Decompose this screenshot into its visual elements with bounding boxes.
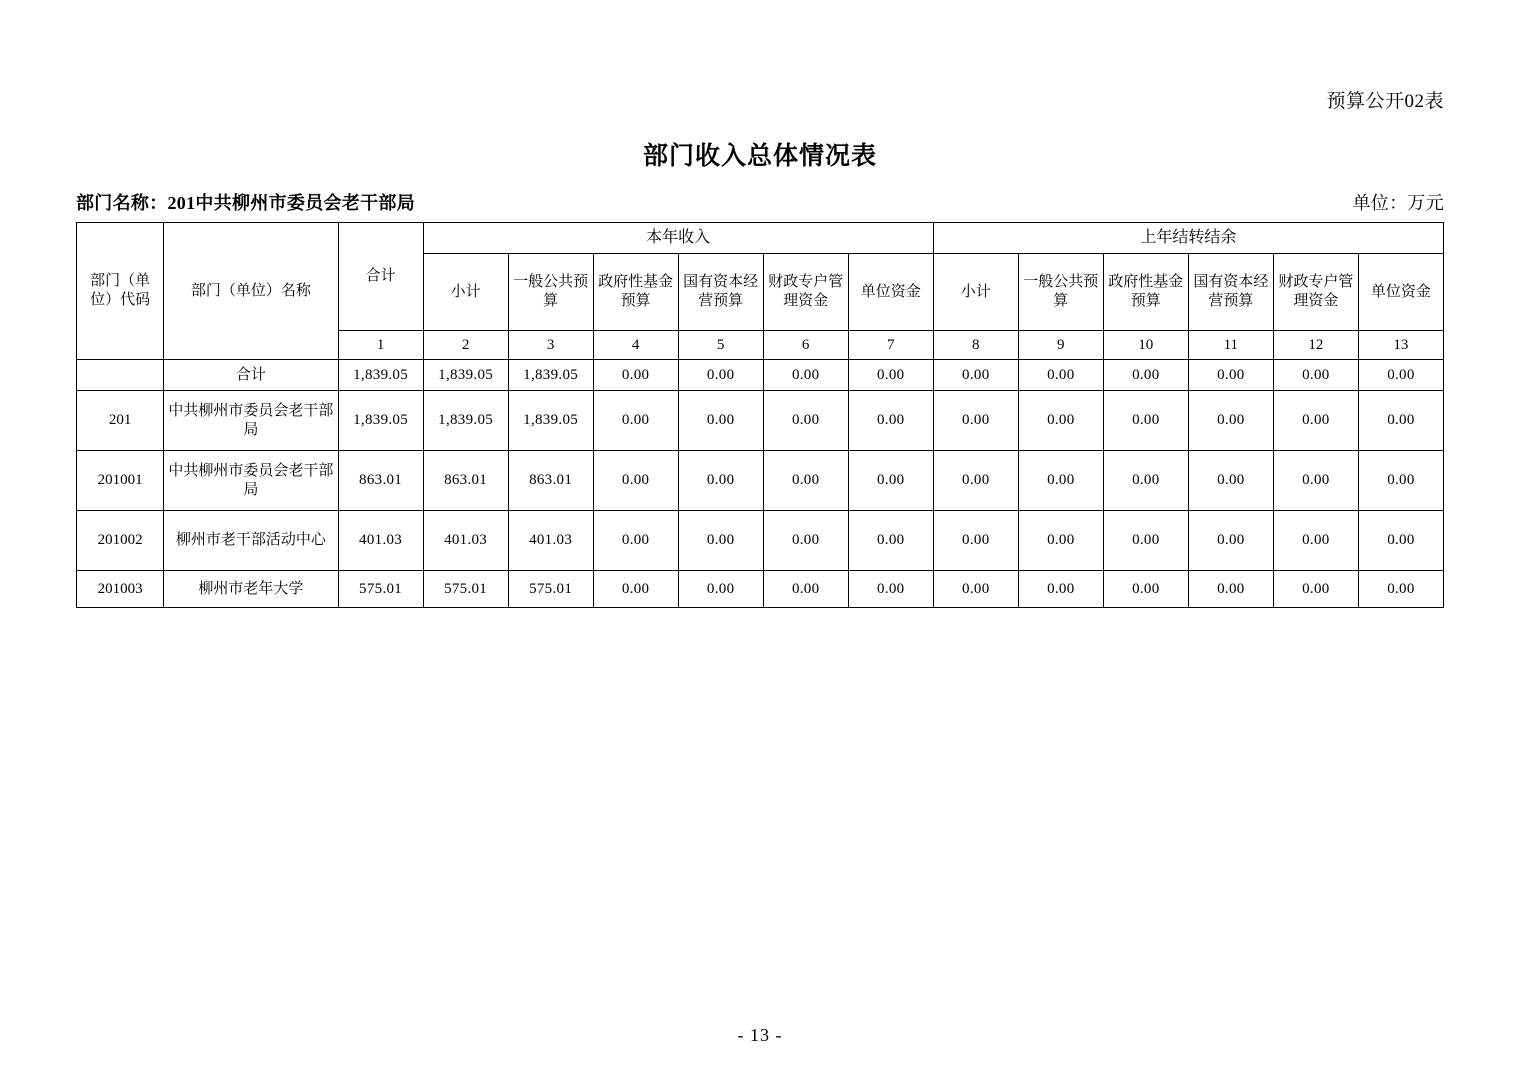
cell-pc-subtotal: 0.00 <box>933 451 1018 511</box>
page-number: - 13 - <box>737 1025 783 1045</box>
col-number-11: 11 <box>1188 331 1273 360</box>
cell-code: 201 <box>77 391 164 451</box>
col-header-total: 合计 <box>338 223 423 331</box>
col-header-pc-state-capital: 国有资本经营预算 <box>1188 254 1273 331</box>
col-number-10: 10 <box>1103 331 1188 360</box>
cell-name: 中共柳州市委员会老干部局 <box>164 451 338 511</box>
cell-pc-gov-fund: 0.00 <box>1103 360 1188 391</box>
cell-cy-gov-fund: 0.00 <box>593 571 678 608</box>
cell-code: 201002 <box>77 511 164 571</box>
cell-cy-unit-funds: 0.00 <box>848 451 933 511</box>
cell-total: 863.01 <box>338 451 423 511</box>
group-header-current-year: 本年收入 <box>423 223 933 254</box>
col-number-5: 5 <box>678 331 763 360</box>
group-header-prior-carryover: 上年结转结余 <box>933 223 1443 254</box>
col-number-8: 8 <box>933 331 1018 360</box>
cell-cy-fiscal-account: 0.00 <box>763 391 848 451</box>
cell-pc-general-public: 0.00 <box>1018 571 1103 608</box>
cell-cy-general-public: 863.01 <box>508 451 593 511</box>
cell-pc-unit-funds: 0.00 <box>1358 571 1443 608</box>
cell-pc-fiscal-account: 0.00 <box>1273 451 1358 511</box>
cell-pc-unit-funds: 0.00 <box>1358 391 1443 451</box>
col-number-9: 9 <box>1018 331 1103 360</box>
cell-cy-state-capital: 0.00 <box>678 360 763 391</box>
col-number-6: 6 <box>763 331 848 360</box>
cell-cy-gov-fund: 0.00 <box>593 511 678 571</box>
col-number-1: 1 <box>338 331 423 360</box>
cell-cy-gov-fund: 0.00 <box>593 451 678 511</box>
form-code-label: 预算公开02表 <box>1326 91 1444 112</box>
cell-total: 575.01 <box>338 571 423 608</box>
cell-pc-state-capital: 0.00 <box>1188 511 1273 571</box>
col-header-pc-unit-funds: 单位资金 <box>1358 254 1443 331</box>
cell-pc-state-capital: 0.00 <box>1188 451 1273 511</box>
cell-pc-gov-fund: 0.00 <box>1103 511 1188 571</box>
col-header-code: 部门（单位）代码 <box>77 223 164 360</box>
cell-pc-fiscal-account: 0.00 <box>1273 511 1358 571</box>
cell-total: 1,839.05 <box>338 391 423 451</box>
page-title: 部门收入总体情况表 <box>642 143 877 170</box>
cell-pc-unit-funds: 0.00 <box>1358 360 1443 391</box>
cell-pc-subtotal: 0.00 <box>933 571 1018 608</box>
col-number-2: 2 <box>423 331 508 360</box>
col-header-pc-gov-fund: 政府性基金预算 <box>1103 254 1188 331</box>
cell-pc-general-public: 0.00 <box>1018 511 1103 571</box>
col-header-cy-state-capital: 国有资本经营预算 <box>678 254 763 331</box>
col-number-3: 3 <box>508 331 593 360</box>
cell-cy-gov-fund: 0.00 <box>593 360 678 391</box>
cell-cy-subtotal: 401.03 <box>423 511 508 571</box>
cell-pc-subtotal: 0.00 <box>933 511 1018 571</box>
cell-cy-general-public: 1,839.05 <box>508 391 593 451</box>
cell-cy-state-capital: 0.00 <box>678 451 763 511</box>
cell-cy-subtotal: 863.01 <box>423 451 508 511</box>
col-header-pc-subtotal: 小计 <box>933 254 1018 331</box>
table-row <box>77 571 1444 608</box>
col-header-cy-general-public: 一般公共预算 <box>508 254 593 331</box>
cell-cy-unit-funds: 0.00 <box>848 360 933 391</box>
cell-cy-general-public: 401.03 <box>508 511 593 571</box>
cell-pc-state-capital: 0.00 <box>1188 391 1273 451</box>
cell-pc-fiscal-account: 0.00 <box>1273 391 1358 451</box>
col-header-pc-general-public: 一般公共预算 <box>1018 254 1103 331</box>
col-header-cy-subtotal: 小计 <box>423 254 508 331</box>
cell-pc-state-capital: 0.00 <box>1188 571 1273 608</box>
cell-pc-fiscal-account: 0.00 <box>1273 360 1358 391</box>
department-name-label: 部门名称：201中共柳州市委员会老干部局 <box>76 193 415 213</box>
cell-cy-unit-funds: 0.00 <box>848 391 933 451</box>
cell-cy-fiscal-account: 0.00 <box>763 511 848 571</box>
cell-code: 201003 <box>77 571 164 608</box>
cell-cy-fiscal-account: 0.00 <box>763 360 848 391</box>
cell-pc-unit-funds: 0.00 <box>1358 451 1443 511</box>
table-group-header-row <box>77 223 1444 254</box>
col-number-4: 4 <box>593 331 678 360</box>
cell-cy-subtotal: 575.01 <box>423 571 508 608</box>
cell-total: 401.03 <box>338 511 423 571</box>
cell-pc-general-public: 0.00 <box>1018 360 1103 391</box>
col-header-pc-fiscal-account: 财政专户管理资金 <box>1273 254 1358 331</box>
cell-code <box>77 360 164 391</box>
cell-cy-general-public: 575.01 <box>508 571 593 608</box>
cell-name: 柳州市老年大学 <box>164 571 338 608</box>
cell-name: 中共柳州市委员会老干部局 <box>164 391 338 451</box>
unit-label: 单位：万元 <box>1352 193 1444 213</box>
col-header-name: 部门（单位）名称 <box>164 223 338 360</box>
cell-cy-unit-funds: 0.00 <box>848 511 933 571</box>
cell-pc-gov-fund: 0.00 <box>1103 391 1188 451</box>
cell-pc-unit-funds: 0.00 <box>1358 511 1443 571</box>
cell-cy-state-capital: 0.00 <box>678 391 763 451</box>
cell-pc-subtotal: 0.00 <box>933 360 1018 391</box>
col-header-cy-unit-funds: 单位资金 <box>848 254 933 331</box>
col-header-cy-fiscal-account: 财政专户管理资金 <box>763 254 848 331</box>
table-row <box>77 391 1444 451</box>
cell-pc-gov-fund: 0.00 <box>1103 571 1188 608</box>
col-header-cy-gov-fund: 政府性基金预算 <box>593 254 678 331</box>
cell-cy-subtotal: 1,839.05 <box>423 391 508 451</box>
cell-cy-unit-funds: 0.00 <box>848 571 933 608</box>
cell-pc-gov-fund: 0.00 <box>1103 451 1188 511</box>
cell-cy-state-capital: 0.00 <box>678 571 763 608</box>
cell-cy-fiscal-account: 0.00 <box>763 451 848 511</box>
cell-cy-fiscal-account: 0.00 <box>763 571 848 608</box>
cell-pc-fiscal-account: 0.00 <box>1273 571 1358 608</box>
cell-cy-gov-fund: 0.00 <box>593 391 678 451</box>
cell-total: 1,839.05 <box>338 360 423 391</box>
col-number-12: 12 <box>1273 331 1358 360</box>
table-row <box>77 511 1444 571</box>
cell-cy-general-public: 1,839.05 <box>508 360 593 391</box>
cell-name: 合计 <box>164 360 338 391</box>
table-row <box>77 451 1444 511</box>
table-row <box>77 360 1444 391</box>
meta-row <box>76 189 1444 215</box>
cell-pc-subtotal: 0.00 <box>933 391 1018 451</box>
col-number-7: 7 <box>848 331 933 360</box>
cell-code: 201001 <box>77 451 164 511</box>
cell-pc-state-capital: 0.00 <box>1188 360 1273 391</box>
cell-cy-state-capital: 0.00 <box>678 511 763 571</box>
col-number-13: 13 <box>1358 331 1443 360</box>
budget-table <box>76 222 1444 608</box>
cell-name: 柳州市老干部活动中心 <box>164 511 338 571</box>
cell-pc-general-public: 0.00 <box>1018 451 1103 511</box>
cell-pc-general-public: 0.00 <box>1018 391 1103 451</box>
cell-cy-subtotal: 1,839.05 <box>423 360 508 391</box>
